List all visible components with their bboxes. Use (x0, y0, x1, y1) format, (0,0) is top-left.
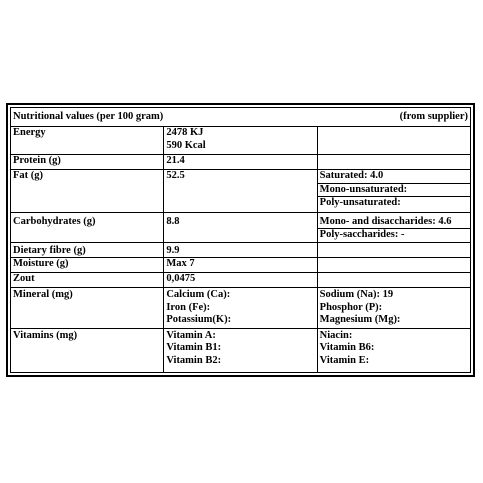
row-detail (317, 288, 470, 328)
energy-kj: 2478 KJ (166, 127, 204, 139)
mineral-potassium: Potassium(K): (166, 314, 232, 326)
row-detail (317, 328, 470, 372)
carb-mono-di: Mono- and disaccharides: 4.6 (318, 213, 470, 230)
table-title: Nutritional values (per 100 gram) (13, 110, 164, 122)
vitamin-e: Vitamin E: (319, 354, 370, 366)
nutrition-table (10, 107, 471, 373)
row-label: Zout (11, 273, 164, 288)
fat-poly: Poly-unsaturated: (319, 197, 401, 209)
carb-poly: Poly-saccharides: - (319, 229, 405, 241)
row-detail (317, 258, 470, 273)
row-value: Max 7 (164, 258, 317, 273)
row-detail (317, 273, 470, 288)
vitamin-b6: Vitamin B6: (319, 342, 375, 354)
vitamin-b1: Vitamin B1: (166, 342, 222, 354)
table-row-moisture (11, 258, 471, 273)
mineral-sodium: Sodium (Na): 19 (319, 289, 394, 301)
table-row-protein (11, 155, 471, 170)
row-value: 9.9 (164, 242, 317, 258)
table-header-cell (11, 108, 471, 127)
row-label: Moisture (g) (11, 258, 164, 273)
table-header-row (11, 108, 471, 127)
row-value: 21.4 (164, 155, 317, 170)
row-label: Fat (g) (11, 170, 164, 212)
table-row-zout (11, 273, 471, 288)
table-row-mineral (11, 288, 471, 328)
row-value: 8.8 (164, 212, 317, 242)
table-row-carbohydrates (11, 212, 471, 242)
vitamin-b2: Vitamin B2: (166, 354, 222, 366)
mineral-phosphor: Phosphor (P): (319, 301, 383, 313)
fat-saturated: Saturated: 4.0 (318, 170, 470, 184)
table-row-fat (11, 170, 471, 212)
mineral-magnesium: Magnesium (Mg): (319, 314, 401, 326)
fat-mono: Mono-unsaturated: (318, 184, 470, 198)
mineral-iron: Iron (Fe): (166, 301, 211, 313)
mineral-calcium: Calcium (Ca): (166, 289, 231, 301)
table-row-energy (11, 127, 471, 155)
vitamin-niacin: Niacin: (319, 329, 353, 341)
row-label: Vitamins (mg) (11, 328, 164, 372)
table-row-vitamins (11, 328, 471, 372)
row-detail (317, 127, 470, 155)
row-detail (317, 212, 470, 242)
vitamin-a: Vitamin A: (166, 329, 216, 341)
table-source: (from supplier) (399, 110, 468, 122)
row-value (164, 288, 317, 328)
row-detail (317, 242, 470, 258)
row-label: Dietary fibre (g) (11, 242, 164, 258)
row-label: Protein (g) (11, 155, 164, 170)
row-label: Mineral (mg) (11, 288, 164, 328)
row-detail (317, 155, 470, 170)
row-label: Energy (11, 127, 164, 155)
row-label: Carbohydrates (g) (11, 212, 164, 242)
row-value: 52.5 (164, 170, 317, 212)
row-value: 0,0475 (164, 273, 317, 288)
nutrition-table-panel (6, 103, 475, 377)
row-value (164, 127, 317, 155)
table-row-fibre (11, 242, 471, 258)
energy-kcal: 590 Kcal (166, 139, 206, 151)
row-detail (317, 170, 470, 212)
row-value (164, 328, 317, 372)
